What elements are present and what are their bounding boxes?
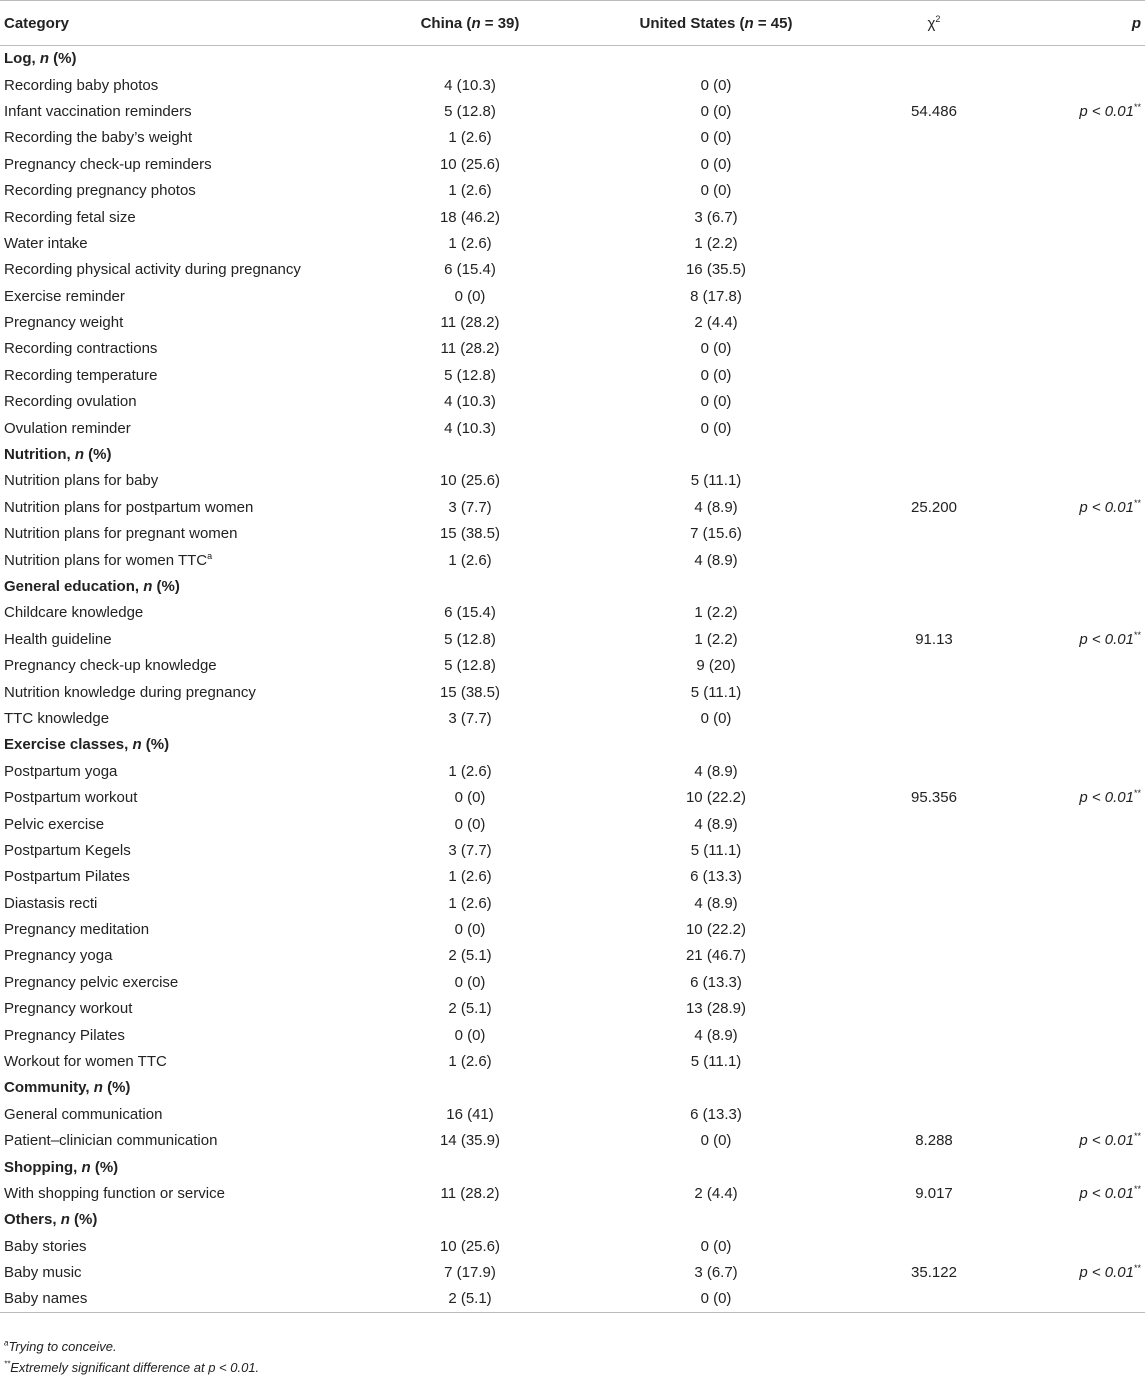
us-value: 0 (0): [700, 366, 732, 384]
china-value: 1 (2.6): [448, 234, 492, 252]
chi-square-value: [814, 468, 1054, 494]
china-value: 11 (28.2): [440, 1184, 500, 1202]
us-value: 0 (0): [700, 393, 732, 411]
us-value: 1 (2.2): [694, 604, 738, 622]
chi-square-value: [814, 72, 1054, 98]
row-label: Recording ovulation: [4, 393, 137, 411]
chi-square-value: [814, 230, 1054, 256]
table-body: [0, 46, 1145, 1313]
us-value: 4 (8.9): [694, 498, 738, 516]
china-value: 0 (0): [454, 1026, 486, 1044]
p-value: p < 0.01**: [1079, 1131, 1141, 1150]
china-value: 5 (12.8): [444, 657, 496, 675]
p-value: [1054, 652, 1145, 678]
us-value: 4 (8.9): [694, 762, 738, 780]
china-value: 16 (41): [446, 1105, 494, 1123]
us-value: 6 (13.3): [690, 868, 742, 886]
china-value: 6 (15.4): [444, 261, 496, 279]
us-value: 7 (15.6): [690, 525, 742, 543]
p-value: [1054, 257, 1145, 283]
table-row: [0, 1048, 1145, 1074]
row-label: Nutrition knowledge during pregnancy: [4, 683, 256, 701]
chi-square-value: [814, 204, 1054, 230]
china-value: 0 (0): [454, 815, 486, 833]
row-label: Childcare knowledge: [4, 604, 144, 622]
row-label: Health guideline: [4, 630, 112, 648]
us-value: 4 (8.9): [694, 1026, 738, 1044]
us-value: 0 (0): [700, 155, 732, 173]
p-value: [1054, 758, 1145, 784]
header-chi-square: $\chi^2$: [927, 13, 941, 32]
china-value: 1 (2.6): [448, 868, 492, 886]
chi-square-value: [814, 600, 1054, 626]
p-value: [1054, 916, 1145, 942]
table-row: [0, 626, 1145, 652]
table-row: [0, 600, 1145, 626]
p-value: [1054, 864, 1145, 890]
row-label: Recording baby photos: [4, 76, 159, 94]
category-row: [0, 732, 1145, 758]
p-value: [1054, 1286, 1145, 1312]
table-row: [0, 1128, 1145, 1154]
row-label: Patient–clinician communication: [4, 1132, 218, 1150]
row-label: TTC knowledge: [4, 709, 110, 727]
table-row: [0, 1180, 1145, 1206]
table-row: [0, 362, 1145, 388]
row-label: Postpartum Kegels: [4, 841, 131, 859]
chi-square-value: [814, 864, 1054, 890]
p-value: [1054, 389, 1145, 415]
chi-square-value: [814, 890, 1054, 916]
row-label: Infant vaccination reminders: [4, 102, 192, 120]
us-value: 0 (0): [700, 1132, 732, 1150]
row-label: Recording the baby’s weight: [4, 129, 193, 147]
table-header: [0, 1, 1145, 46]
china-value: 4 (10.3): [444, 76, 496, 94]
table-row: [0, 283, 1145, 309]
p-value: p < 0.01**: [1079, 1183, 1141, 1202]
row-label: Baby names: [4, 1290, 88, 1308]
table-row: [0, 336, 1145, 362]
chi-square-value: [814, 362, 1054, 388]
table-row: [0, 309, 1145, 335]
us-value: 5 (11.1): [690, 1053, 742, 1071]
p-value: [1054, 890, 1145, 916]
category-title: General education, n (%): [4, 578, 180, 595]
category-title: Log, n (%): [4, 50, 77, 68]
category-row: [0, 1154, 1145, 1180]
china-value: 11 (28.2): [440, 340, 500, 358]
us-value: 0 (0): [700, 1237, 732, 1255]
table-row: [0, 389, 1145, 415]
row-label: Baby stories: [4, 1237, 87, 1255]
chi-square-value: 35.122: [911, 1264, 957, 1282]
china-value: 10 (25.6): [439, 1237, 501, 1255]
row-label: General communication: [4, 1105, 163, 1123]
us-value: 0 (0): [700, 419, 732, 437]
p-value: [1054, 1022, 1145, 1048]
row-label: Recording fetal size: [4, 208, 136, 226]
chi-square-value: [814, 705, 1054, 731]
header-united-states: United States (n = 45): [639, 14, 793, 32]
footnote-significance: **Extremely significant difference at p < 0.01.: [4, 1359, 260, 1375]
chi-square-value: [814, 309, 1054, 335]
chi-square-value: [814, 151, 1054, 177]
p-value: [1054, 521, 1145, 547]
chi-square-value: [814, 811, 1054, 837]
table-row: [0, 468, 1145, 494]
header-row: [0, 1, 1145, 46]
table-row: [0, 547, 1145, 573]
us-value: 9 (20): [696, 657, 736, 675]
p-value: p < 0.01**: [1079, 497, 1141, 516]
chi-square-value: [814, 837, 1054, 863]
row-label: Exercise reminder: [4, 287, 125, 305]
china-value: 5 (12.8): [444, 366, 496, 384]
footnote-a: $^a$Trying to conceive.: [4, 1338, 117, 1354]
table-row: [0, 652, 1145, 678]
table-row: [0, 679, 1145, 705]
china-value: 3 (7.7): [448, 498, 492, 516]
chi-square-value: [814, 943, 1054, 969]
p-value: [1054, 177, 1145, 203]
category-row: [0, 46, 1145, 72]
chi-square-value: [814, 283, 1054, 309]
row-label: Pregnancy check-up knowledge: [4, 657, 217, 675]
table-row: [0, 916, 1145, 942]
p-value: p < 0.01**: [1079, 788, 1141, 807]
us-value: 1 (2.2): [694, 630, 738, 648]
table-row: [0, 784, 1145, 810]
p-value: [1054, 705, 1145, 731]
china-value: 4 (10.3): [444, 393, 496, 411]
p-value: [1054, 1048, 1145, 1074]
chi-square-value: [814, 125, 1054, 151]
p-value: [1054, 996, 1145, 1022]
chi-square-value: [814, 1101, 1054, 1127]
category-row: [0, 1207, 1145, 1233]
header-category: Category: [4, 14, 70, 32]
us-value: 5 (11.1): [690, 841, 742, 859]
table-row: [0, 177, 1145, 203]
row-label: Pregnancy workout: [4, 1000, 133, 1018]
p-value: [1054, 230, 1145, 256]
p-value: [1054, 679, 1145, 705]
chi-square-value: [814, 177, 1054, 203]
p-value: [1054, 1101, 1145, 1127]
us-value: 4 (8.9): [694, 894, 738, 912]
p-value: [1054, 811, 1145, 837]
table-row: [0, 151, 1145, 177]
us-value: 0 (0): [700, 76, 732, 94]
china-value: 14 (35.9): [439, 1132, 501, 1150]
chi-square-value: [814, 521, 1054, 547]
china-value: 15 (38.5): [439, 683, 501, 701]
china-value: 6 (15.4): [444, 604, 496, 622]
row-label: Pregnancy check-up reminders: [4, 155, 212, 173]
row-label: Nutrition plans for baby: [4, 472, 159, 490]
p-value: [1054, 600, 1145, 626]
p-value: p < 0.01**: [1079, 101, 1141, 120]
category-row: [0, 573, 1145, 599]
table-row: [0, 996, 1145, 1022]
us-value: 0 (0): [700, 182, 732, 200]
us-value: 0 (0): [700, 1290, 732, 1308]
row-label: With shopping function or service: [4, 1184, 225, 1202]
table-row: [0, 943, 1145, 969]
chi-square-value: [814, 1022, 1054, 1048]
category-title: Nutrition, n (%): [4, 446, 112, 464]
p-value: [1054, 969, 1145, 995]
china-value: 0 (0): [454, 973, 486, 991]
us-value: 0 (0): [700, 709, 732, 727]
chi-square-value: [814, 336, 1054, 362]
table-row: [0, 811, 1145, 837]
us-value: 6 (13.3): [690, 973, 742, 991]
us-value: 5 (11.1): [690, 472, 742, 490]
table-row: [0, 758, 1145, 784]
chi-square-value: [814, 969, 1054, 995]
row-label: Ovulation reminder: [4, 419, 131, 437]
table-row: [0, 1233, 1145, 1259]
china-value: 0 (0): [454, 287, 486, 305]
table-row: [0, 1259, 1145, 1285]
chi-square-value: [814, 415, 1054, 441]
chi-square-value: [814, 1286, 1054, 1312]
row-label: Postpartum yoga: [4, 762, 118, 780]
p-value: [1054, 943, 1145, 969]
china-value: 15 (38.5): [439, 525, 501, 543]
chi-square-value: [814, 547, 1054, 573]
footnotes: [4, 1336, 259, 1378]
table-row: [0, 1286, 1145, 1312]
table-row: [0, 125, 1145, 151]
row-label: Recording pregnancy photos: [4, 182, 196, 200]
category-row: [0, 1075, 1145, 1101]
category-title: Shopping, n (%): [4, 1158, 119, 1176]
row-label: Baby music: [4, 1264, 82, 1282]
us-value: 21 (46.7): [685, 947, 747, 965]
china-value: 5 (12.8): [444, 102, 496, 120]
chi-square-value: [814, 996, 1054, 1022]
p-value: [1054, 1233, 1145, 1259]
row-label: Recording temperature: [4, 366, 158, 384]
category-title: Others, n (%): [4, 1211, 98, 1229]
row-label: Postpartum workout: [4, 789, 138, 807]
row-label: Nutrition plans for pregnant women: [4, 525, 238, 543]
row-label: Pregnancy pelvic exercise: [4, 973, 179, 991]
china-value: 18 (46.2): [439, 208, 501, 226]
table-row: [0, 1101, 1145, 1127]
us-value: 0 (0): [700, 102, 732, 120]
us-value: 4 (8.9): [694, 551, 738, 569]
row-label: Water intake: [4, 234, 88, 252]
category-row: [0, 441, 1145, 467]
table-row: [0, 969, 1145, 995]
china-value: 10 (25.6): [439, 155, 501, 173]
us-value: 6 (13.3): [690, 1105, 742, 1123]
row-label: Diastasis recti: [4, 894, 98, 912]
row-label: Pregnancy meditation: [4, 921, 150, 939]
chi-square-value: 9.017: [915, 1184, 953, 1202]
chi-square-value: [814, 257, 1054, 283]
p-value: [1054, 283, 1145, 309]
table-row: [0, 204, 1145, 230]
row-label: Pregnancy Pilates: [4, 1026, 125, 1044]
header-p: p: [1131, 14, 1141, 32]
chi-square-value: [814, 1048, 1054, 1074]
row-label: Nutrition plans for postpartum women: [4, 498, 254, 516]
table-row: [0, 864, 1145, 890]
us-value: 1 (2.2): [694, 234, 738, 252]
table-row: [0, 230, 1145, 256]
china-value: 1 (2.6): [448, 129, 492, 147]
us-value: 3 (6.7): [694, 1264, 738, 1282]
us-value: 10 (22.2): [685, 921, 747, 939]
p-value: [1054, 336, 1145, 362]
table-row: [0, 837, 1145, 863]
chi-square-value: [814, 758, 1054, 784]
p-value: [1054, 151, 1145, 177]
china-value: 3 (7.7): [448, 709, 492, 727]
table-row: [0, 72, 1145, 98]
china-value: 4 (10.3): [444, 419, 496, 437]
p-value: [1054, 837, 1145, 863]
chi-square-value: [814, 389, 1054, 415]
p-value: p < 0.01**: [1079, 1263, 1141, 1282]
category-title: Exercise classes, n (%): [4, 736, 170, 754]
row-label: Pregnancy weight: [4, 314, 124, 332]
p-value: [1054, 415, 1145, 441]
p-value: p < 0.01**: [1079, 629, 1141, 648]
row-label: Pelvic exercise: [4, 815, 105, 833]
china-value: 11 (28.2): [440, 314, 500, 332]
chi-square-value: [814, 916, 1054, 942]
china-value: 7 (17.9): [444, 1264, 496, 1282]
chi-square-value: 25.200: [911, 498, 957, 516]
row-label: Recording contractions: [4, 340, 158, 358]
china-value: 1 (2.6): [448, 1053, 492, 1071]
us-value: 2 (4.4): [694, 314, 738, 332]
us-value: 8 (17.8): [690, 287, 742, 305]
p-value: [1054, 204, 1145, 230]
header-china: China (n = 39): [420, 14, 520, 32]
china-value: 1 (2.6): [448, 762, 492, 780]
china-value: 5 (12.8): [444, 630, 496, 648]
row-label: Workout for women TTC: [4, 1053, 167, 1071]
table-row: [0, 521, 1145, 547]
row-label: Postpartum Pilates: [4, 868, 130, 886]
chi-square-value: 95.356: [911, 789, 957, 807]
table-row: [0, 1022, 1145, 1048]
us-value: 16 (35.5): [685, 261, 747, 279]
us-value: 10 (22.2): [685, 789, 747, 807]
china-value: 0 (0): [454, 921, 486, 939]
chi-square-value: [814, 1233, 1054, 1259]
chi-square-value: 91.13: [915, 630, 953, 648]
us-value: 13 (28.9): [685, 1000, 747, 1018]
category-title: Community, n (%): [4, 1079, 131, 1097]
us-value: 0 (0): [700, 129, 732, 147]
china-value: 1 (2.6): [448, 551, 492, 569]
p-value: [1054, 125, 1145, 151]
row-label: Pregnancy yoga: [4, 947, 113, 965]
us-value: 4 (8.9): [694, 815, 738, 833]
row-label: Recording physical activity during pregnancy: [4, 261, 301, 279]
table-row: [0, 98, 1145, 124]
p-value: [1054, 547, 1145, 573]
us-value: 0 (0): [700, 340, 732, 358]
china-value: 1 (2.6): [448, 182, 492, 200]
table-row: [0, 257, 1145, 283]
china-value: 2 (5.1): [448, 947, 492, 965]
chi-square-value: [814, 652, 1054, 678]
china-value: 0 (0): [454, 789, 486, 807]
table-row: [0, 890, 1145, 916]
china-value: 2 (5.1): [448, 1000, 492, 1018]
p-value: [1054, 72, 1145, 98]
chi-square-value: 54.486: [911, 102, 957, 120]
china-value: 2 (5.1): [448, 1290, 492, 1308]
row-label: Nutrition plans for women TTC$^a$: [4, 550, 213, 569]
china-value: 10 (25.6): [439, 472, 501, 490]
table-row: [0, 494, 1145, 520]
table-row: [0, 415, 1145, 441]
p-value: [1054, 362, 1145, 388]
china-value: 1 (2.6): [448, 894, 492, 912]
p-value: [1054, 468, 1145, 494]
us-value: 3 (6.7): [694, 208, 738, 226]
p-value: [1054, 309, 1145, 335]
table-row: [0, 705, 1145, 731]
us-value: 5 (11.1): [690, 683, 742, 701]
chi-square-value: [814, 679, 1054, 705]
us-value: 2 (4.4): [694, 1184, 738, 1202]
china-value: 3 (7.7): [448, 841, 492, 859]
chi-square-value: 8.288: [915, 1132, 953, 1150]
